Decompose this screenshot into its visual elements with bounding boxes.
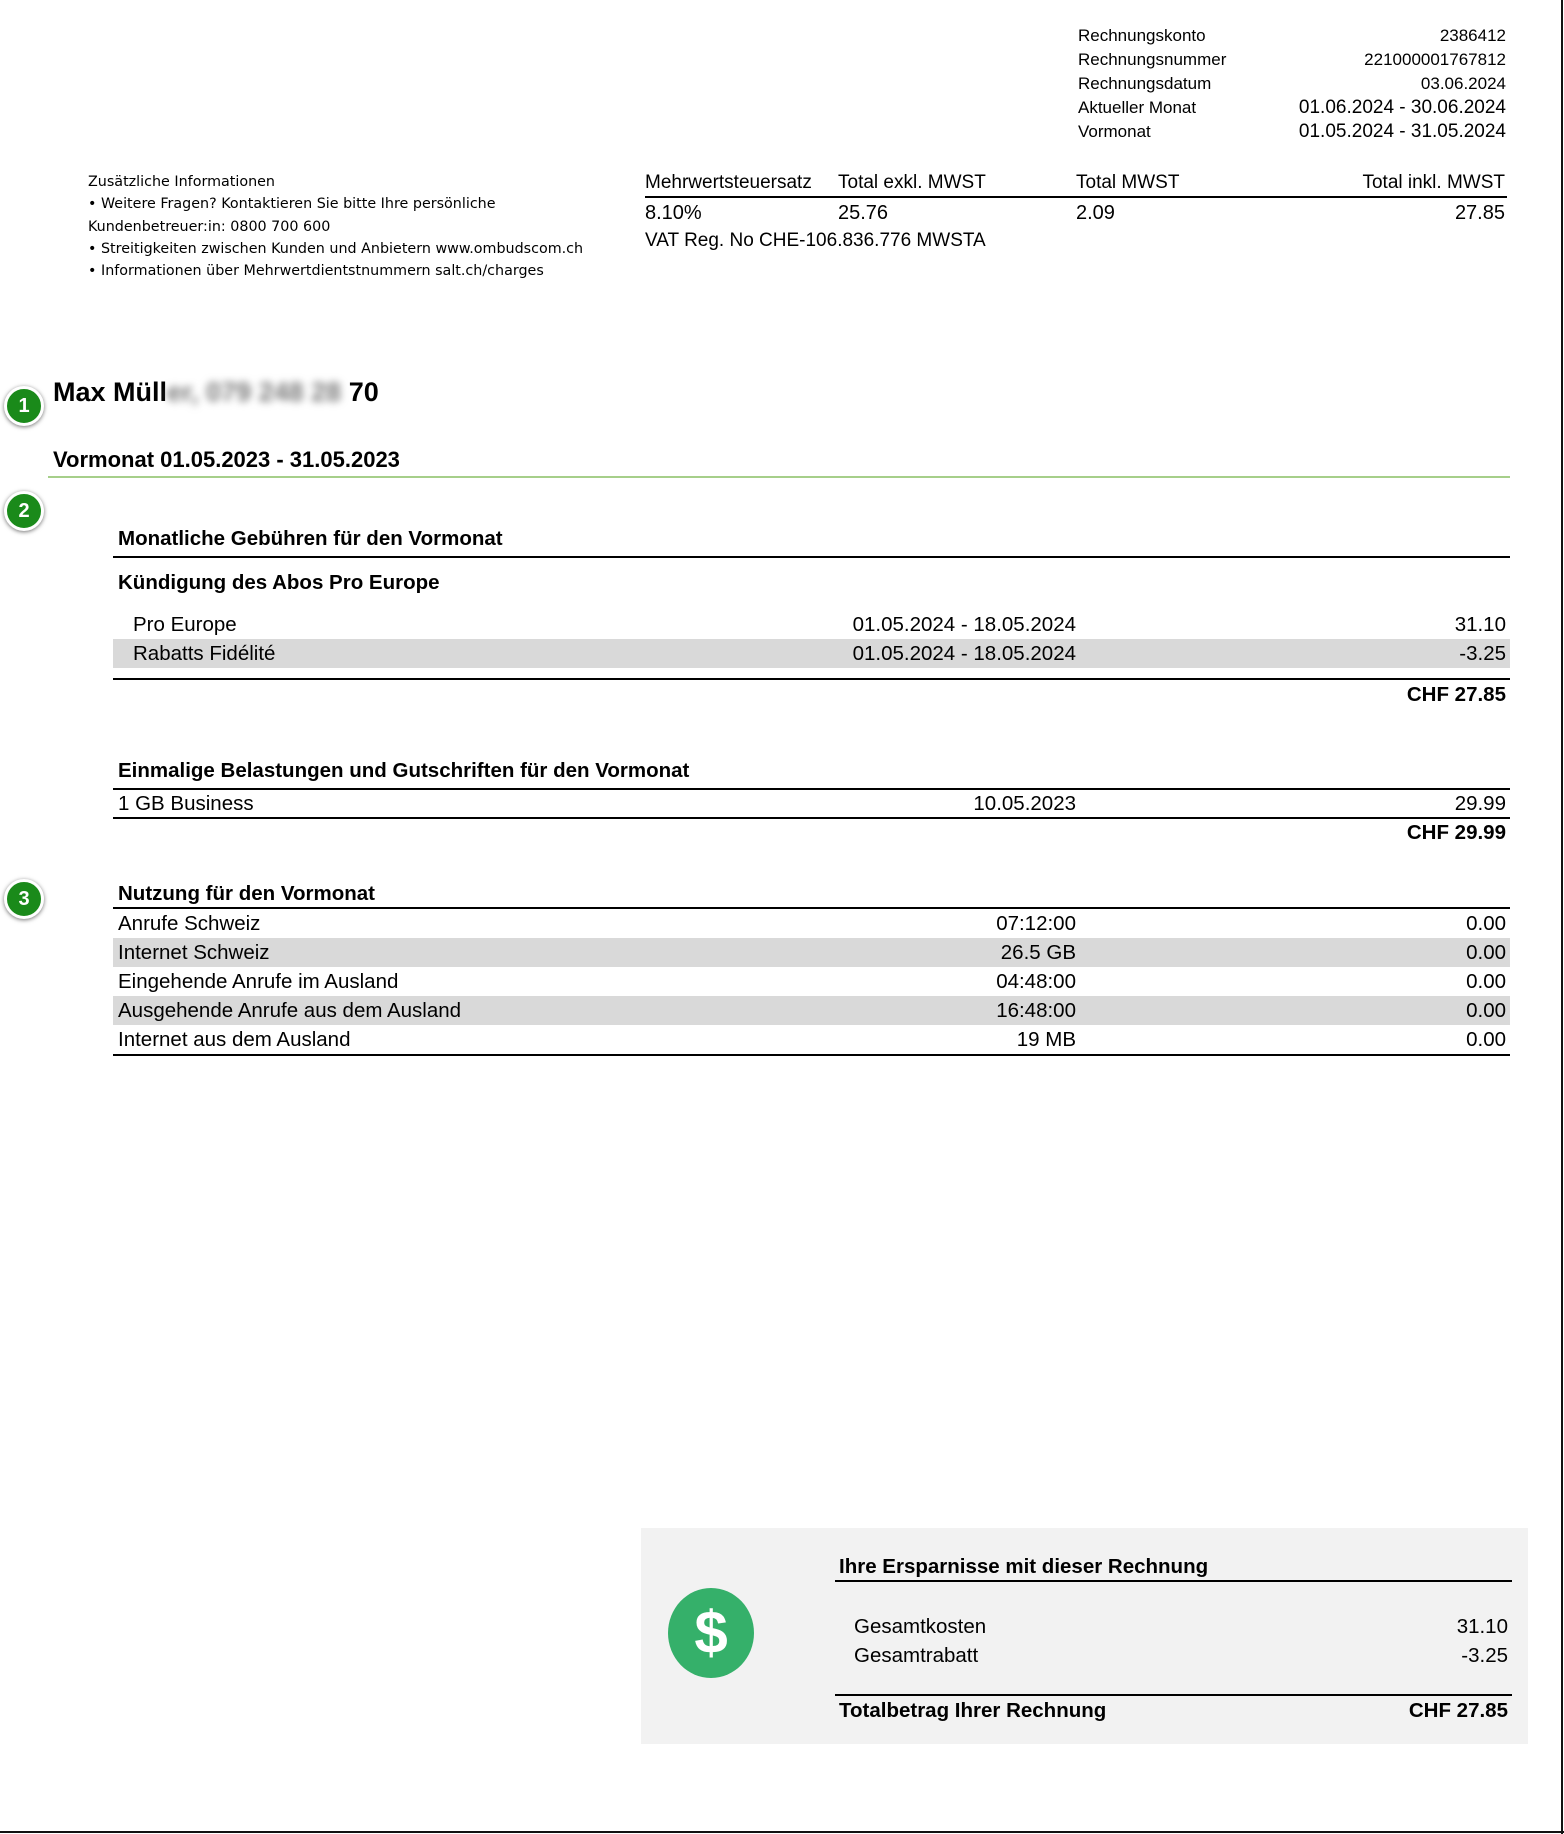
vat-total-excl: 25.76 [838, 202, 889, 224]
monthly-fees-section [113, 526, 1510, 709]
usage-amount: 0.00 [1466, 941, 1506, 964]
table-row [113, 967, 1510, 996]
usage-quantity: 26.5 GB [1000, 941, 1076, 964]
meta-label: Rechnungsnummer [1078, 50, 1227, 69]
invoice-meta [1078, 24, 1506, 144]
vat-header: Mehrwertsteuersatz [645, 172, 812, 193]
vat-reg-number: VAT Reg. No CHE-106.836.776 MWSTA [645, 230, 986, 251]
meta-row-current-month [1078, 96, 1506, 120]
usage-name: Anrufe Schweiz [118, 912, 261, 935]
savings-row [835, 1641, 1512, 1670]
usage-section [113, 880, 1510, 1056]
page-border-bottom [0, 1831, 1564, 1833]
usage-quantity: 19 MB [1016, 1028, 1076, 1051]
section-rule [113, 1054, 1510, 1056]
vat-header-row [645, 170, 1507, 198]
savings-box [641, 1528, 1528, 1744]
table-row [113, 610, 1510, 639]
info-line: Kundenbetreuer:in: 0800 700 600 [88, 218, 331, 235]
usage-quantity: 07:12:00 [996, 912, 1076, 935]
step-badge-1: 1 [4, 386, 44, 426]
meta-row-number [1078, 48, 1506, 72]
step-badge-3: 3 [4, 879, 44, 919]
meta-label: Vormonat [1078, 122, 1151, 141]
item-period: 01.05.2024 - 18.05.2024 [852, 642, 1076, 665]
customer-line [53, 377, 379, 408]
dollar-icon: $ [668, 1588, 754, 1678]
usage-quantity: 16:48:00 [996, 999, 1076, 1022]
savings-label: Gesamtkosten [854, 1615, 987, 1638]
customer-phone-suffix: 70 [341, 377, 379, 407]
usage-amount: 0.00 [1466, 970, 1506, 993]
savings-value: -3.25 [1461, 1644, 1508, 1667]
usage-amount: 0.00 [1466, 999, 1506, 1022]
savings-row [835, 1612, 1512, 1641]
item-amount: 31.10 [1454, 613, 1506, 636]
section-divider [48, 476, 1510, 478]
vat-header: Total inkl. MWST [1362, 172, 1505, 193]
section-subtitle: Kündigung des Abos Pro Europe [118, 571, 440, 594]
item-name: Rabatts Fidélité [133, 642, 276, 665]
info-line: • Weitere Fragen? Kontaktieren Sie bitte Ihre persönliche [88, 196, 496, 213]
onetime-charges-section [113, 757, 1510, 847]
vat-header: Total exkl. MWST [838, 172, 986, 193]
table-row [113, 790, 1510, 817]
savings-value: 31.10 [1456, 1615, 1508, 1638]
item-date: 10.05.2023 [973, 792, 1076, 815]
page-border-right [1561, 0, 1563, 1834]
table-row [113, 938, 1510, 967]
table-row [113, 996, 1510, 1025]
item-name: Pro Europe [133, 613, 237, 636]
vat-value-row [645, 198, 1507, 228]
vat-table [645, 170, 1507, 254]
section-rule [113, 678, 1510, 680]
section-total: CHF 29.99 [1406, 821, 1506, 844]
table-row [113, 639, 1510, 668]
meta-label: Rechnungskonto [1078, 26, 1206, 45]
item-amount: 29.99 [1454, 792, 1506, 815]
vat-rate: 8.10% [645, 202, 702, 224]
section-title: Einmalige Belastungen und Gutschriften für den Vormonat [118, 759, 690, 782]
savings-total-row [835, 1696, 1512, 1725]
info-line: • Informationen über Mehrwertdientstnummern salt.ch/charges [88, 263, 544, 280]
usage-name: Internet Schweiz [118, 941, 270, 964]
redacted-phone: er, 079 248 28 [167, 377, 342, 407]
savings-content [835, 1528, 1512, 1725]
table-row [113, 909, 1510, 938]
section-rule [113, 556, 1510, 558]
meta-label: Aktueller Monat [1078, 98, 1197, 117]
usage-amount: 0.00 [1466, 912, 1506, 935]
customer-name: Max Müll [53, 377, 168, 407]
meta-value: 03.06.2024 [1420, 74, 1506, 93]
section-title: Nutzung für den Vormonat [118, 882, 375, 905]
item-name: 1 GB Business [118, 792, 254, 815]
item-period: 01.05.2024 - 18.05.2024 [852, 613, 1076, 636]
meta-value: 221000001767812 [1364, 50, 1506, 69]
usage-name: Internet aus dem Ausland [118, 1028, 351, 1051]
savings-title: Ihre Ersparnisse mit dieser Rechnung [839, 1555, 1209, 1578]
info-line: • Streitigkeiten zwischen Kunden und Anbietern www.ombudscom.ch [88, 240, 584, 257]
meta-row-date [1078, 72, 1506, 96]
additional-info [88, 171, 648, 282]
item-amount: -3.25 [1459, 642, 1506, 665]
section-total: CHF 27.85 [1406, 683, 1506, 706]
vat-total-vat: 2.09 [1076, 202, 1115, 224]
usage-amount: 0.00 [1466, 1028, 1506, 1051]
usage-quantity: 04:48:00 [996, 970, 1076, 993]
vat-header: Total MWST [1076, 172, 1180, 193]
meta-label: Rechnungsdatum [1078, 74, 1212, 93]
period-title: Vormonat 01.05.2023 - 31.05.2023 [53, 447, 400, 472]
usage-name: Eingehende Anrufe im Ausland [118, 970, 399, 993]
savings-total-label: Totalbetrag Ihrer Rechnung [839, 1699, 1107, 1722]
usage-name: Ausgehende Anrufe aus dem Ausland [118, 999, 462, 1022]
meta-value: 01.06.2024 - 30.06.2024 [1298, 97, 1506, 118]
savings-total-value: CHF 27.85 [1408, 1699, 1508, 1722]
meta-row-previous-month [1078, 120, 1506, 144]
meta-value: 01.05.2024 - 31.05.2024 [1298, 121, 1506, 142]
vat-total-incl: 27.85 [1454, 202, 1505, 224]
step-badge-2: 2 [4, 491, 44, 531]
table-row [113, 1025, 1510, 1054]
meta-value: 2386412 [1439, 26, 1506, 45]
section-title: Monatliche Gebühren für den Vormonat [118, 527, 503, 550]
savings-label: Gesamtrabatt [854, 1644, 979, 1667]
meta-row-account [1078, 24, 1506, 48]
info-title: Zusätzliche Informationen [88, 174, 275, 190]
